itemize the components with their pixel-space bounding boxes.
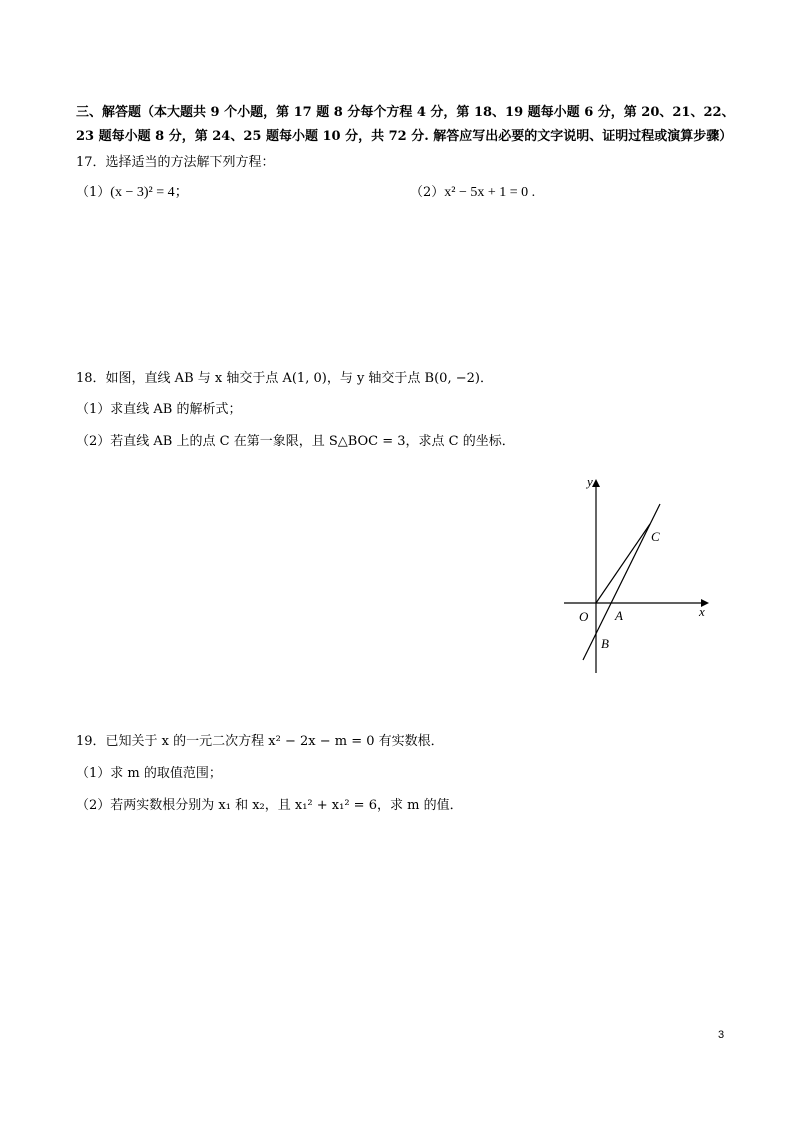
x-axis-label: x: [699, 604, 705, 619]
y-axis-arrow: [592, 479, 600, 487]
q18-coordinate-figure: [555, 470, 725, 685]
q17-part-2-label: （2）: [410, 185, 445, 200]
segment-oc: [596, 524, 650, 603]
q18-part-2: （2）若直线 AB 上的点 C 在第一象限，且 S△BOC = 3，求点 C 的坐标．: [76, 434, 515, 449]
section-header-line-2: 23 题每小题 8 分，第 24、25 题每小题 10 分，共 72 分. 解答应写出必要的文字说明、证明过程或演算步骤）: [76, 129, 733, 144]
page-number: 3: [718, 1029, 725, 1041]
q19-stem: 19．已知关于 x 的一元二次方程 x² − 2x − m = 0 有实数根．: [76, 734, 444, 749]
q17-stem: 17．选择适当的方法解下列方程：: [76, 155, 275, 170]
q17-part-2: [410, 181, 535, 201]
point-c-label: C: [651, 529, 660, 544]
q19-part-1: （1）求 m 的取值范围；: [76, 766, 222, 781]
point-a-label: A: [615, 608, 623, 623]
q17-part-1-label: （1）: [76, 185, 111, 200]
q17-part-2-equation: x² − 5x + 1 = 0 .: [444, 185, 536, 200]
q17-part-1: [76, 181, 189, 201]
q18-part-1: （1）求直线 AB 的解析式；: [76, 402, 242, 417]
q17-part-1-equation: (x − 3)² = 4；: [110, 185, 189, 200]
point-b-label: B: [601, 636, 609, 651]
line-ab: [583, 504, 660, 660]
q19-part-2: （2）若两实数根分别为 x₁ 和 x₂，且 x₁² + x₁² = 6，求 m 的值．: [76, 798, 463, 813]
origin-label: O: [579, 609, 589, 624]
q18-stem: 18．如图，直线 AB 与 x 轴交于点 A(1, 0)，与 y 轴交于点 B(0, −2)．: [76, 371, 493, 386]
section-header-line-1: 三、解答题（本大题共 9 个小题，第 17 题 8 分每个方程 4 分，第 18、19 题每小题 6 分，第 20、21、22、: [76, 105, 735, 120]
y-axis-label: y: [587, 474, 593, 489]
